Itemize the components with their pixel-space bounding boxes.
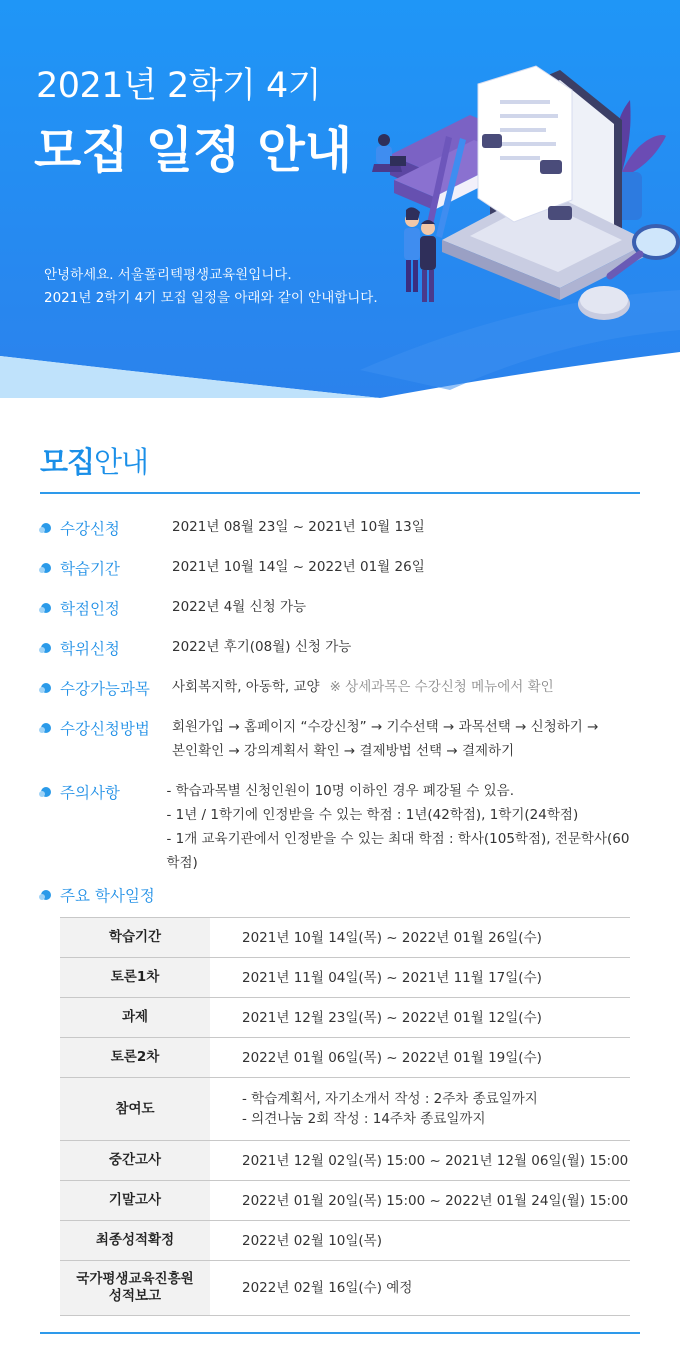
info-label-text: 수강신청방법 [60,720,150,738]
info-label [40,678,172,698]
table-row [60,1078,630,1141]
info-label-text: 학습기간 [60,560,120,578]
row-value-line: - 의견나눔 2회 작성 : 14주차 종료일까지 [242,1111,486,1127]
info-value [172,715,598,763]
schedule-title [40,884,155,906]
section-divider-top [40,492,640,494]
row-header [60,918,210,958]
row-header [60,1221,210,1261]
row-header-text: 국가평생교육진흥원 [76,1271,194,1287]
info-label [40,558,172,578]
row-header-text: 학습기간 [108,929,162,945]
info-label-text: 수강가능과목 [60,680,150,698]
row-value-line: 2022년 02월 16일(수) 예정 [242,1280,413,1296]
info-label-text: 주의사항 [60,784,120,802]
bullet-icon [41,723,51,733]
row-value-line: 2021년 12월 02일(목) 15:00 ~ 2021년 12월 06일(월) 15:00 [242,1152,629,1169]
row-header-text: 과제 [121,1009,149,1025]
row-header [60,1181,210,1221]
row-value [210,918,630,958]
info-label [40,518,172,538]
people-standing-icon [404,207,436,302]
row-value [210,1221,630,1261]
table-row [60,918,630,958]
info-note: ※ 상세과목은 수강신청 메뉴에서 확인 [329,679,554,695]
info-row-method [40,718,598,763]
table-row [60,1038,630,1078]
info-value-line: 본인확인 → 강의계획서 확인 → 결제방법 선택 → 결제하기 [172,743,515,759]
bullet-icon [41,890,51,900]
info-row-notes [40,782,640,875]
section-divider-bottom [40,1332,640,1334]
row-value [210,1038,630,1078]
table-row [60,1221,630,1261]
bullet-icon [41,643,51,653]
info-row-courses [40,678,554,699]
row-value-line: 2022년 02월 10일(목) [242,1232,382,1249]
section-title [40,440,148,481]
info-row-study-period [40,558,425,579]
bullet-icon [41,787,51,797]
row-value-line: 2022년 01월 20일(목) 15:00 ~ 2022년 01월 24일(월) 15:00 [242,1192,629,1209]
row-value [210,998,630,1038]
section-title-light: 안내 [94,445,149,479]
table-row [60,998,630,1038]
row-value [210,1261,630,1316]
info-value-line: - 1년 / 1학기에 인정받을 수 있는 학점 : 1년(42학점), 1학기(24학점) [166,807,579,823]
row-value [210,1181,630,1221]
row-value-line: 2021년 10월 14일(목) ~ 2022년 01월 26일(수) [242,929,542,946]
row-value-line: - 학습계획서, 자기소개서 작성 : 2주차 종료일까지 [242,1091,538,1107]
laptop-illustration [360,60,680,340]
schedule-table [60,917,630,1316]
row-header-text: 토론1차 [110,969,160,985]
table-row [60,1261,630,1316]
row-value-line: 2022년 01월 06일(목) ~ 2022년 01월 19일(수) [242,1049,542,1066]
row-header-text: 중간고사 [108,1152,162,1168]
bullet-icon [41,683,51,693]
row-value-line: 2021년 12월 23일(목) ~ 2022년 01월 12일(수) [242,1009,542,1026]
info-label [40,638,172,658]
row-header [60,1078,210,1141]
row-header [60,1141,210,1181]
info-value-line: 회원가입 → 홈페이지 “수강신청” → 기수선택 → 과목선택 → 신청하기 → [172,719,599,735]
info-value-line: 2021년 10월 14일 ~ 2022년 01월 26일 [172,559,425,575]
bullet-icon [41,523,51,533]
intro-line: 2021년 2학기 4기 모집 일정을 아래와 같이 안내합니다. [44,290,378,306]
info-value-line: 2021년 08월 23일 ~ 2021년 10월 13일 [172,519,425,535]
info-value [172,675,554,699]
info-label-text: 수강신청 [60,520,120,538]
info-value-line: 사회복지학, 아동학, 교양 [172,679,320,695]
row-value [210,1141,630,1181]
info-label [40,598,172,618]
hero-banner [0,0,680,400]
info-value-line: - 1개 교육기관에서 인정받을 수 있는 최대 학점 : 학사(105학점), 전문학사(60학점) [166,831,630,871]
info-row-registration [40,518,425,539]
info-label [40,782,166,802]
table-row [60,1181,630,1221]
info-value [172,635,351,659]
table-row [60,1141,630,1181]
row-header-text: 참여도 [115,1100,155,1117]
hero-title: 모집 일정 안내 [34,122,353,179]
row-header [60,1038,210,1078]
info-label-text: 학위신청 [60,640,120,658]
mouse-icon [578,286,630,320]
row-header [60,1261,210,1316]
info-value [166,779,640,875]
info-value [172,515,425,539]
row-value-line: 2021년 11월 04일(목) ~ 2021년 11월 17일(수) [242,969,542,986]
info-value-line: 2022년 4월 신청 가능 [172,599,307,615]
row-value [210,1078,630,1141]
section-title-bold: 모집 [40,445,95,479]
schedule-title-text: 주요 학사일정 [60,887,155,905]
info-label-text: 학점인정 [60,600,120,618]
info-label [40,718,172,738]
table-row [60,958,630,998]
info-value [172,555,425,579]
bullet-icon [41,603,51,613]
info-row-degree [40,638,351,659]
row-value [210,958,630,998]
row-header-text: 최종성적확정 [95,1232,175,1248]
row-header-text: 토론2차 [110,1049,160,1065]
row-header-text: 기말고사 [108,1192,162,1208]
hero-intro [44,264,378,310]
info-value-line: 2022년 후기(08월) 신청 가능 [172,639,352,655]
info-value-line: - 학습과목별 신청인원이 10명 이하인 경우 폐강될 수 있음. [166,783,515,799]
info-row-credit [40,598,306,619]
info-value [172,595,306,619]
hero-subtitle: 2021년 2학기 4기 [36,66,322,106]
row-header-text: 성적보고 [108,1288,162,1304]
intro-line: 안녕하세요. 서울폴리텍평생교육원입니다. [44,267,292,283]
row-header [60,998,210,1038]
bullet-icon [41,563,51,573]
row-header [60,958,210,998]
